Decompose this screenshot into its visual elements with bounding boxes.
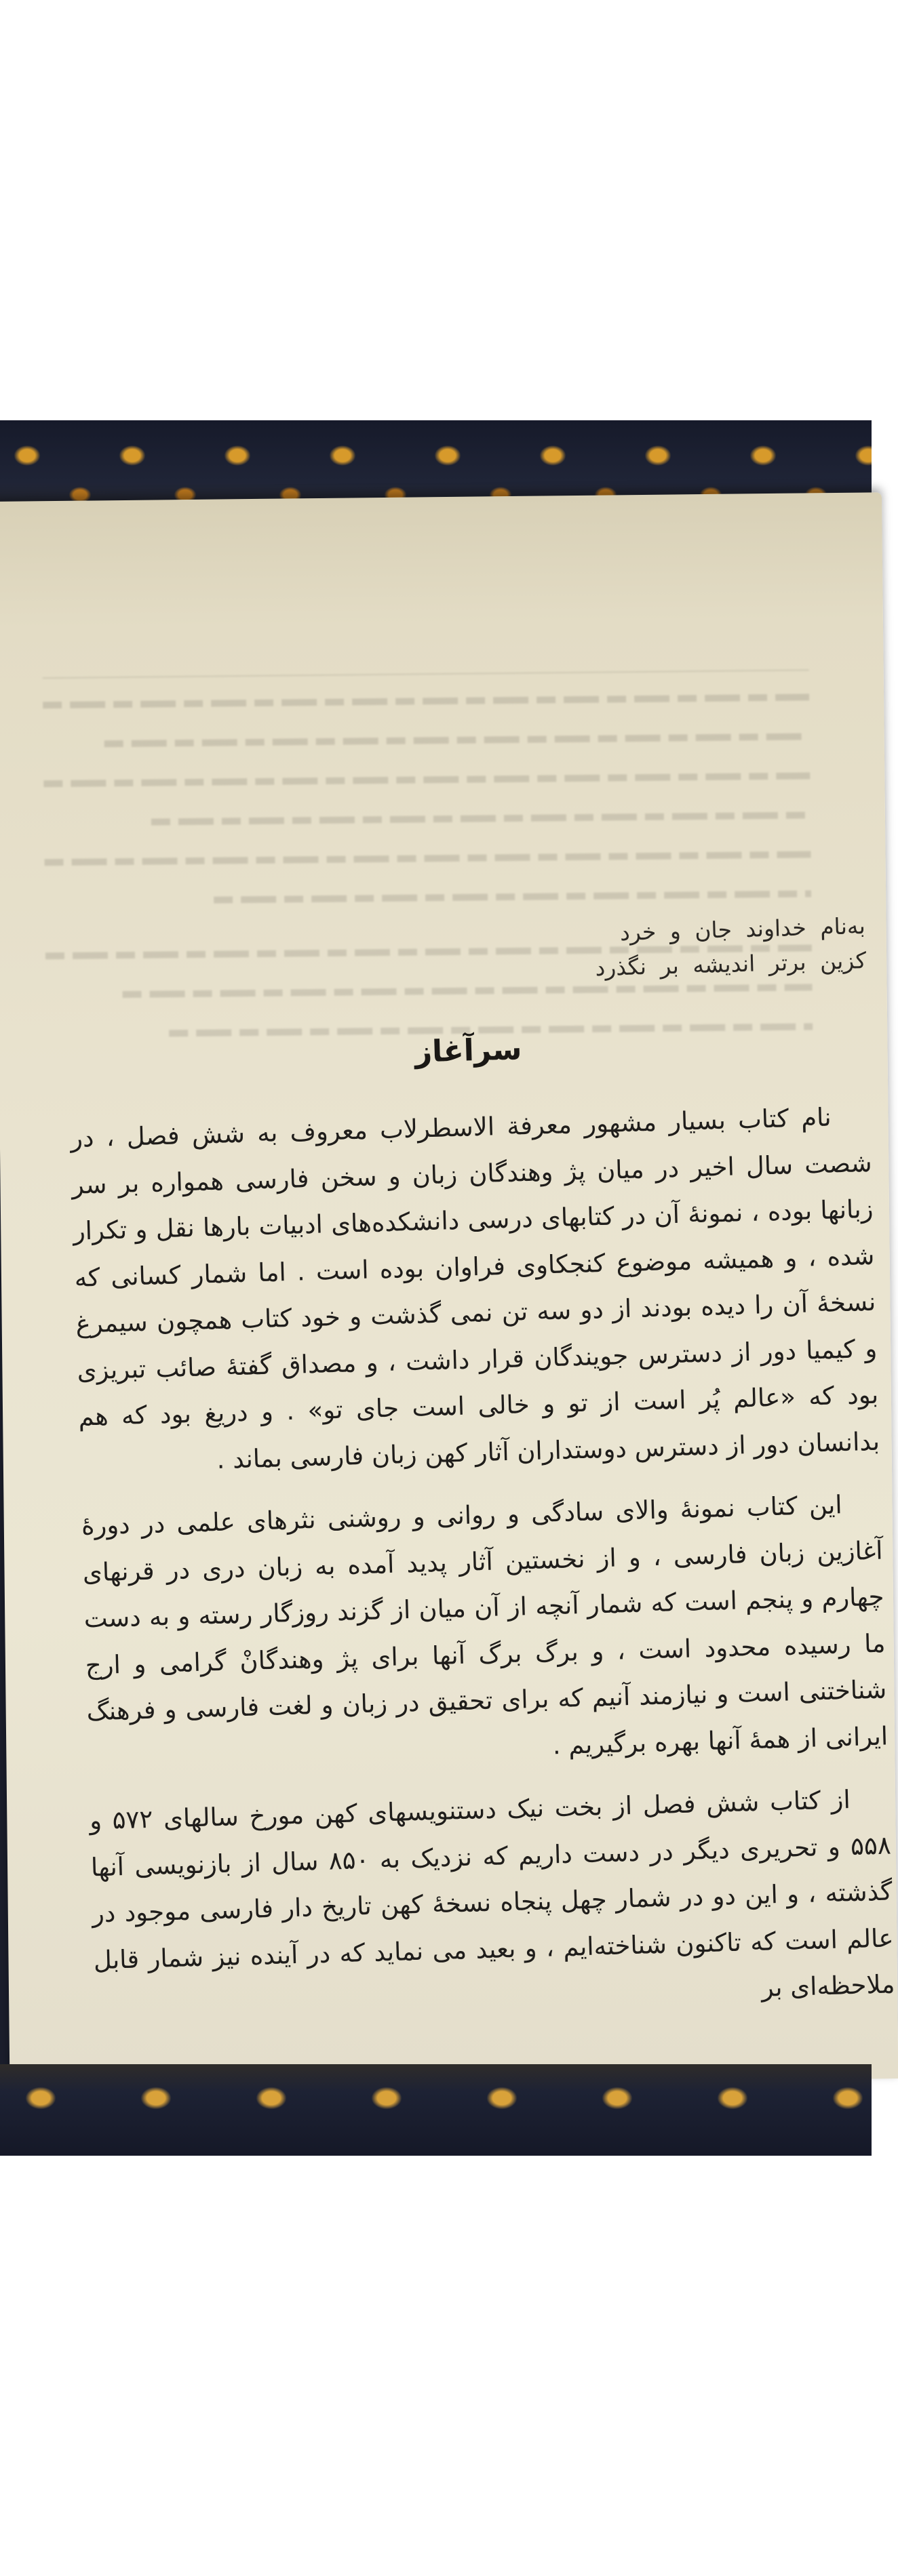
epigraph-line-1: به‌نام خداوند جان و خرد <box>619 912 866 946</box>
bleed-line <box>151 811 811 825</box>
page-text <box>64 908 895 2030</box>
paragraph-2: این کتاب نمونهٔ والای سادگی و روانی و روشنی نثرهای علمی در دورهٔ آغازین زبان فارسی ، و از نخستین آثار پدید آمده به زبان دری در قرنهای چهارم و پنجم است که شمار آنچه از آن میان از گزند روزگار رسته و به دست ما رسیده محدود است ، و برگ برگ آنها برای پژ وهندگانْ گرامی و ارج شناختنی است و نیازمند آنیم که برای تحقیق در زبان و لغت فارسی و فرهنگ ایرانی از همهٔ آنها بهره برگیریم . <box>81 1490 889 1760</box>
bleed-line <box>43 693 809 708</box>
paragraph-1: نام کتاب بسیار مشهور معرفة الاسطرلاب معروف به شش فصل ، در شصت سال اخیر در میان پژ وهندگان زبان و سخن فارسی همواره بر سر زبانها بوده ، نمونهٔ آن در کتابهای درسی دانشکده‌های ادبیات بارها نقل و تکرار شده ، و همیشه موضوع کنجکاوی فراوان بوده است . اما شمار کسانی که نسخهٔ آن را دیده بودند از دو سه تن نمی گذشت و خود کتاب همچون سیمرغ و کیمیا دور از دسترس جویندگان قرار داشت ، و مصداق گفتهٔ صائب تبریزی بود که «عالم پُر است از تو و خالی است جای تو» . و دریغ بود که هم بدانسان دور از دسترس دوستداران آثار کهن زبان فارسی بماند . <box>70 1102 880 1474</box>
bleed-line <box>43 772 810 787</box>
bleed-line <box>104 733 810 747</box>
bleed-header-rule <box>43 669 809 679</box>
chapter-heading: سرآغاز <box>414 1032 523 1070</box>
bleed-line <box>214 890 811 903</box>
patterned-rug-bottom <box>0 2064 872 2156</box>
paragraph-3: از کتاب شش فصل از بخت نیک دستنویسهای کهن مورخ سالهای ۵۷۲ و ۵۵۸ و تحریری دیگر در دست داریم که نزدیک به ۸۵۰ سال از بازنویسی آنها گذشته ، و این دو در شمار چهل پنجاه نسخهٔ کهن تاریخ دار فارسی موجود در عالم است که تاکنون شناخته‌ایم ، و بعید می نماید که در آینده نیز شمار قابل ملاحظه‌ای بر <box>89 1785 895 2003</box>
epigraph-line-2: کزین برتر اندیشه بر نگذرد <box>595 947 867 982</box>
bleed-line <box>45 851 811 866</box>
